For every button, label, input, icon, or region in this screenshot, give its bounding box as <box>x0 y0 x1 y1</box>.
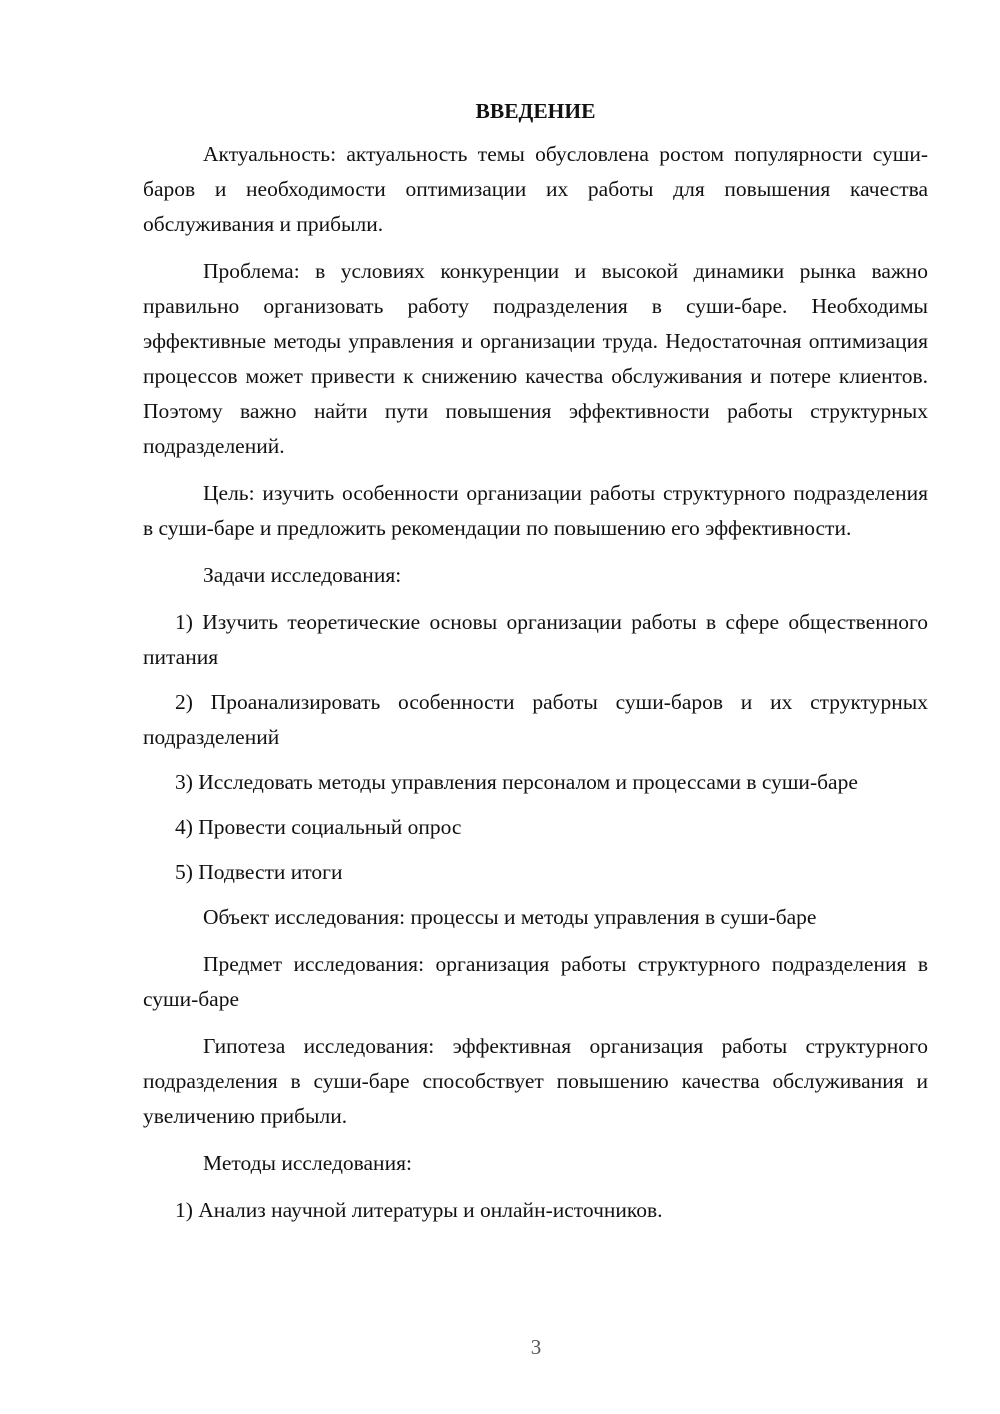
task-item: 4) Провести социальный опрос <box>175 815 462 839</box>
tasks-heading: Задачи исследования: <box>203 563 402 587</box>
problem-paragraph: Проблема: в условиях конкуренции и высокой динамики рынка важно правильно организовать работу подразделения в суши-баре. Необходимы эффективные методы управления и организации труда. Недостаточная оптимизация процессов может привести к снижению качества обслуживания и потере клиентов. Поэтому важно найти пути повышения эффективности работы структурных подразделений. <box>143 259 928 458</box>
document-page <box>143 96 928 1238</box>
task-item: 2) Проанализировать особенности работы суши-баров и их структурных подразделений <box>143 690 928 749</box>
method-item: 1) Анализ научной литературы и онлайн-источников. <box>175 1198 663 1222</box>
object-paragraph: Объект исследования: процессы и методы управления в суши-баре <box>203 905 817 929</box>
relevance-paragraph: Актуальность: актуальность темы обусловлена ростом популярности суши-баров и необходимости оптимизации их работы для повышения качества обслуживания и прибыли. <box>143 142 928 236</box>
hypothesis-paragraph: Гипотеза исследования: эффективная организация работы структурного подразделения в суши-баре способствует повышению качества обслуживания и увеличению прибыли. <box>143 1034 928 1128</box>
goal-paragraph: Цель: изучить особенности организации работы структурного подразделения в суши-баре и предложить рекомендации по повышению его эффективности. <box>143 481 928 540</box>
subject-paragraph: Предмет исследования: организация работы структурного подразделения в суши-баре <box>143 952 928 1011</box>
page-title: ВВЕДЕНИЕ <box>475 99 596 123</box>
task-item: 5) Подвести итоги <box>175 860 343 884</box>
task-item: 3) Исследовать методы управления персоналом и процессами в суши-баре <box>175 770 858 794</box>
task-item: 1) Изучить теоретические основы организации работы в сфере общественного питания <box>143 610 928 669</box>
methods-heading: Методы исследования: <box>203 1151 412 1175</box>
page-number: 3 <box>530 1335 542 1359</box>
